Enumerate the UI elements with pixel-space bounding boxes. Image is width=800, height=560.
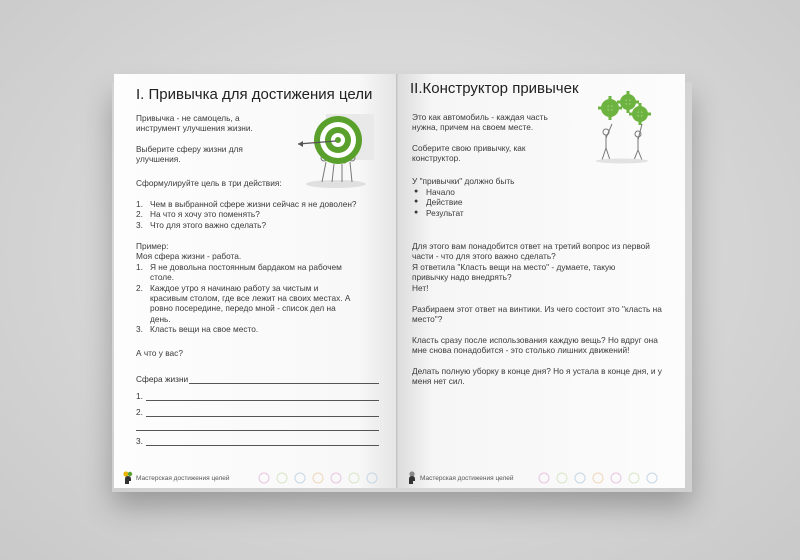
right-p4: Для этого вам понадобится ответ на третий вопрос из первой части - что для этого важно сделать? bbox=[412, 241, 650, 262]
field-2-line[interactable] bbox=[146, 416, 379, 417]
habit-part-item: ● Результат bbox=[412, 208, 562, 218]
doodle-decoration-icon bbox=[254, 472, 394, 484]
right-p5: Я ответила "Класть вещи на место" - думаете, такую привычку надо внедрять? bbox=[412, 262, 616, 283]
right-page-title: II.Конструктор привычек bbox=[410, 80, 579, 97]
habit-part-item: ● Действие bbox=[412, 197, 562, 207]
field-2-label: 2. bbox=[136, 407, 143, 417]
right-p1: Это как автомобиль - каждая часть нужна, причем на своем месте. bbox=[412, 112, 548, 133]
left-footer: Мастерская достижения целей bbox=[136, 475, 230, 482]
field-2-extra-line[interactable] bbox=[136, 430, 379, 431]
head-gears-icon bbox=[122, 470, 134, 484]
left-page bbox=[114, 74, 401, 488]
example-sphere: Моя сфера жизни - работа. bbox=[136, 251, 242, 262]
example-item: 2. Каждое утро я начинаю работу за чистым и красивым столом, где все лежит на своих местах. А ровно посередине, передо мной - список дел на день. bbox=[136, 282, 351, 324]
example-block bbox=[136, 241, 386, 335]
head-gears-icon bbox=[406, 470, 418, 484]
right-p6: Нет! bbox=[412, 283, 429, 293]
left-page-title: I. Привычка для достижения цели bbox=[136, 86, 373, 103]
right-p9: Делать полную уборку в конце дня? Но я устала в конце дня, и у меня нет сил. bbox=[412, 366, 662, 387]
field-sphere-label: Сфера жизни bbox=[136, 374, 189, 384]
right-p3: У "привычки" должно быть bbox=[412, 176, 515, 186]
question-item: 3. Что для этого важно сделать? bbox=[136, 219, 267, 230]
question-item: 1. Чем в выбранной сфере жизни сейчас я не доволен? bbox=[136, 199, 357, 209]
right-p2: Соберите свою привычку, как конструктор. bbox=[412, 143, 526, 164]
intro-text-3: Сформулируйте цель в три действия: bbox=[136, 178, 282, 188]
questions-list bbox=[136, 199, 386, 230]
target-illustration-icon bbox=[292, 110, 380, 190]
question-you: А что у вас? bbox=[136, 348, 183, 358]
field-1-line[interactable] bbox=[146, 400, 379, 401]
field-3-label: 3. bbox=[136, 436, 143, 446]
doodle-decoration-icon bbox=[534, 472, 674, 484]
intro-text-1: Привычка - не самоцель, а инструмент улучшения жизни. bbox=[136, 113, 253, 134]
field-1-label: 1. bbox=[136, 391, 143, 401]
question-item: 2. На что я хочу это поменять? bbox=[136, 209, 260, 220]
habit-part-item: ● Начало bbox=[412, 187, 562, 197]
intro-text-2: Выберите сферу жизни для улучшения. bbox=[136, 144, 243, 165]
field-3-line[interactable] bbox=[146, 445, 379, 446]
example-item: 1. Я не довольна постоянным бардаком на рабочем столе. bbox=[136, 261, 342, 283]
right-p7: Разбираем этот ответ на винтики. Из чего состоит это "класть на место"? bbox=[412, 304, 662, 325]
right-p8: Класть сразу после использования каждую вещь? Но вдруг она мне снова понадобится - это столько лишних движений! bbox=[412, 335, 658, 356]
habit-parts-list bbox=[412, 187, 562, 218]
right-footer: Мастерская достижения целей bbox=[420, 475, 514, 482]
right-page bbox=[398, 74, 685, 488]
gears-illustration-icon bbox=[588, 90, 660, 164]
example-item: 3. Класть вещи на свое место. bbox=[136, 324, 259, 335]
field-sphere-line[interactable] bbox=[189, 383, 379, 384]
example-label: Пример: bbox=[136, 241, 169, 251]
